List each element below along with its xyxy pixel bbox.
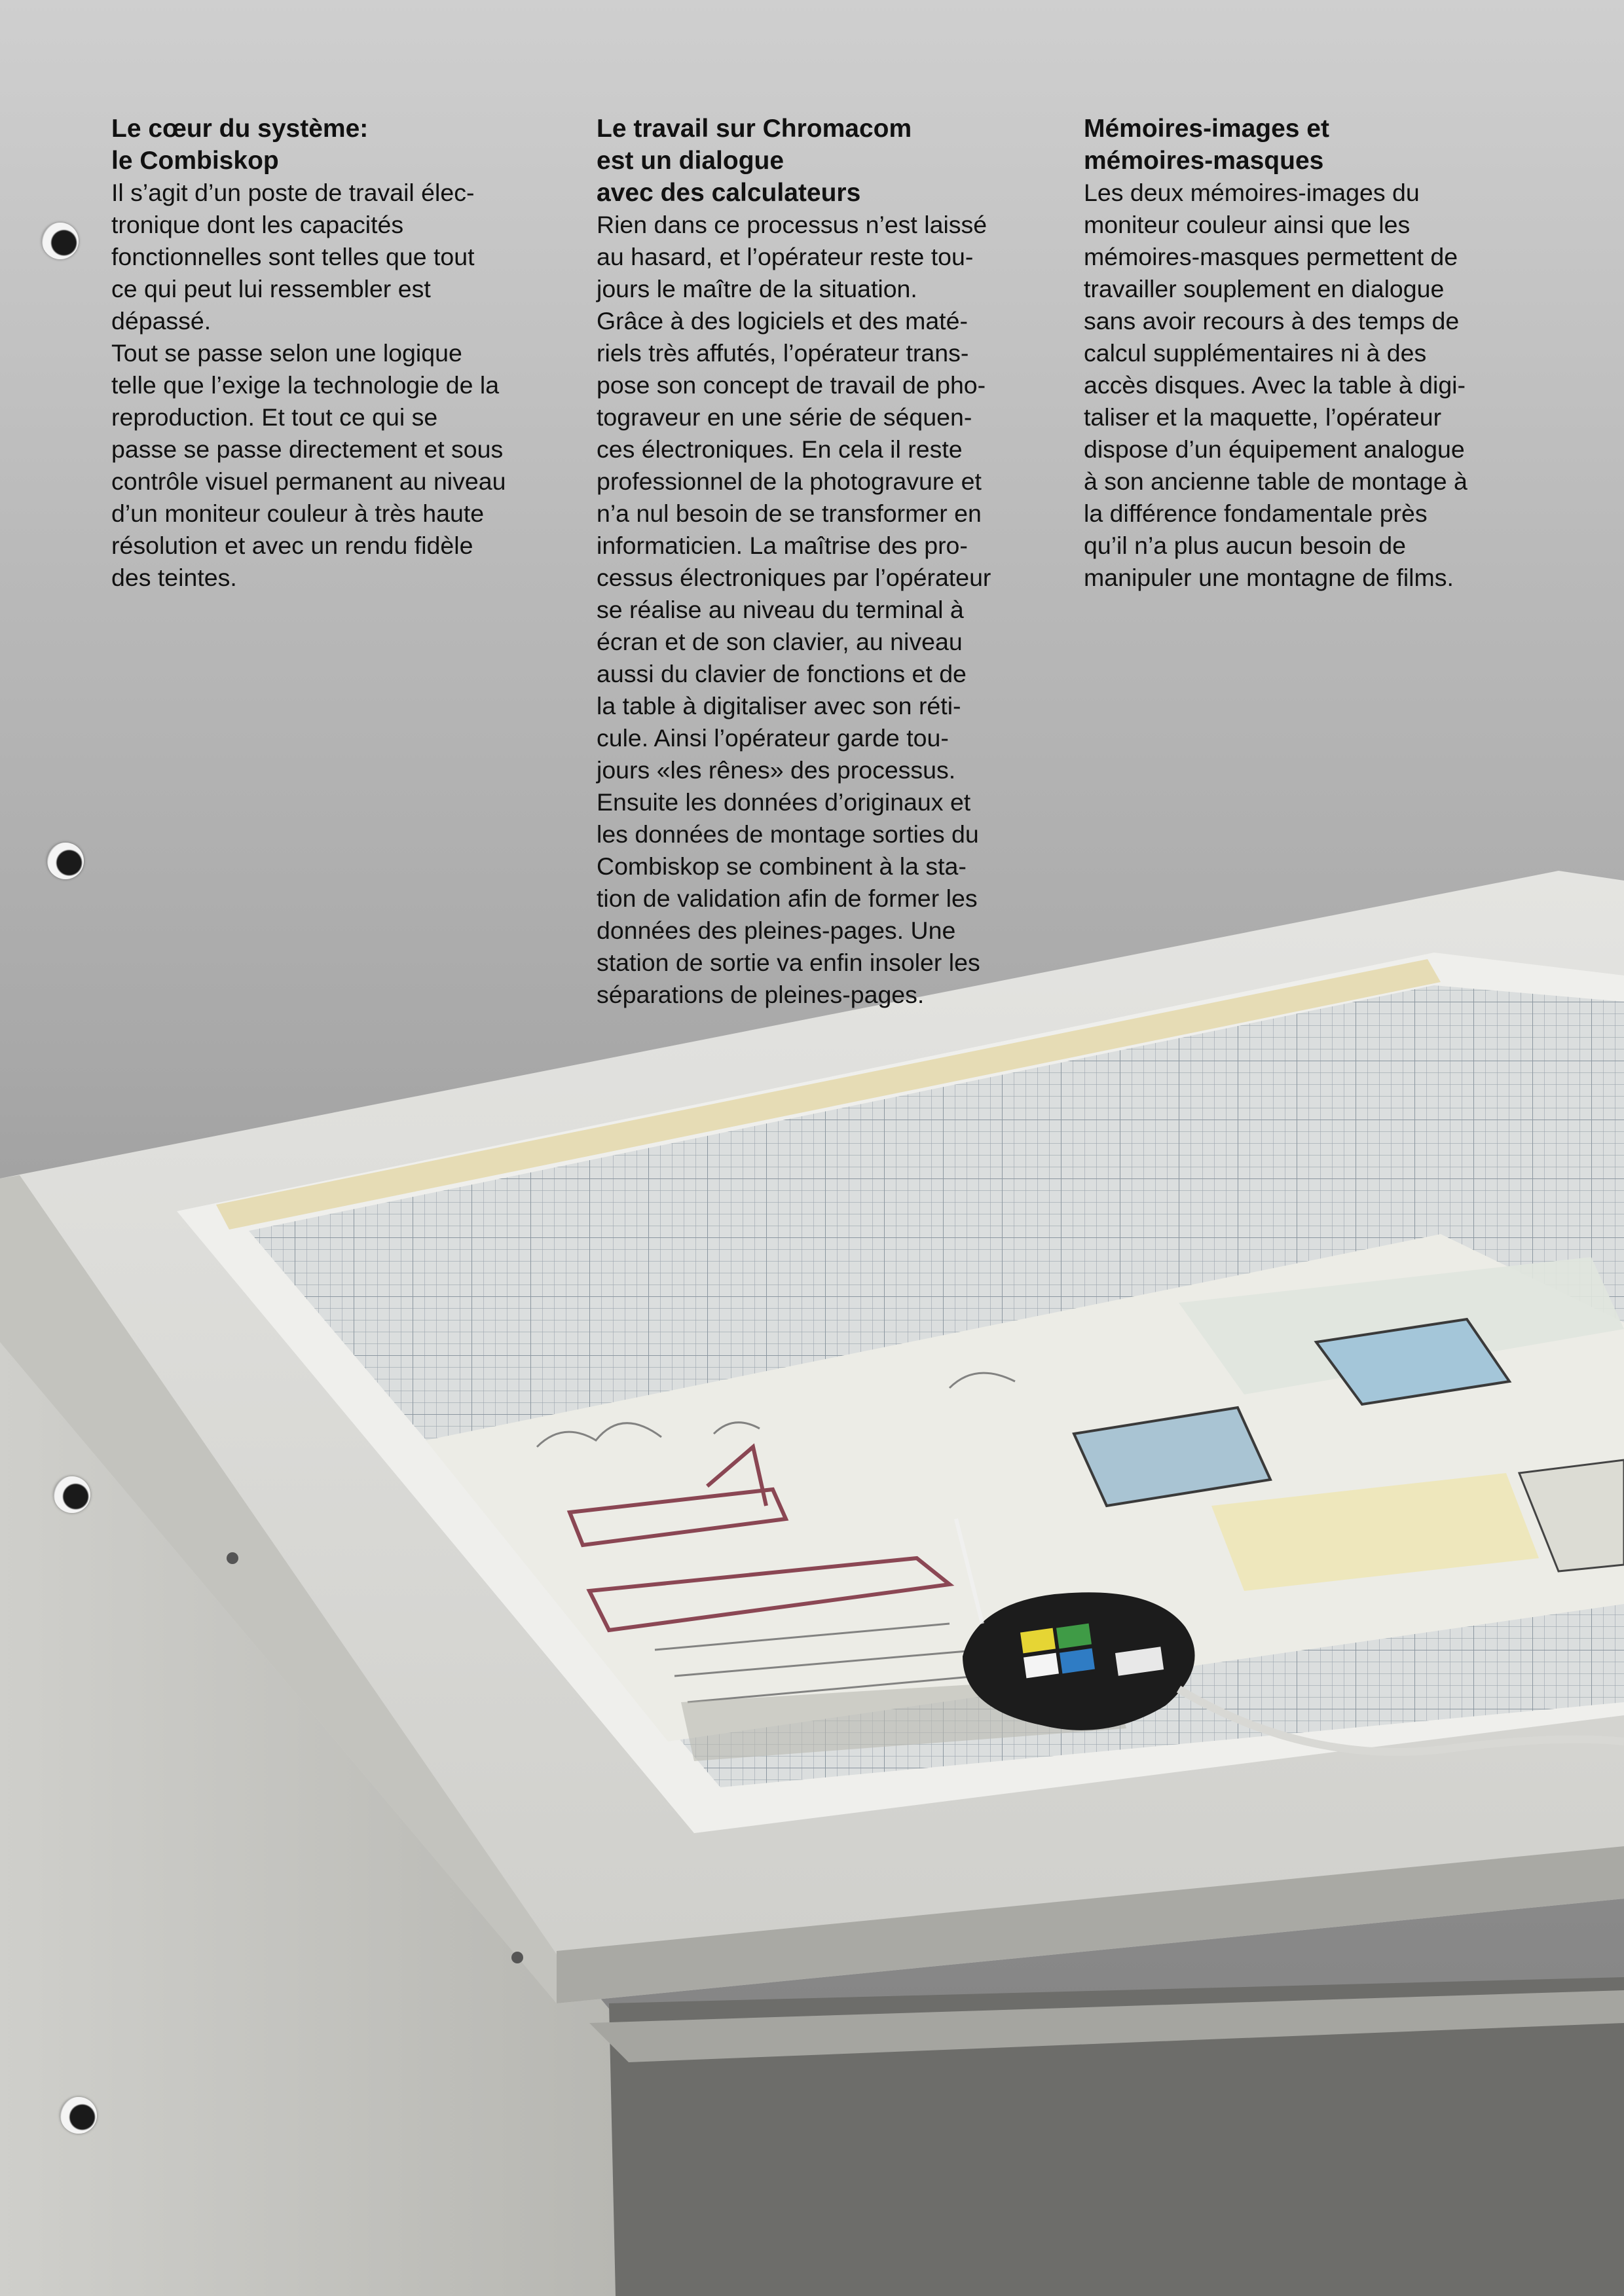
column-combiskop <box>111 113 583 594</box>
heading-memoires: Mémoires-images et mémoires-masques <box>1084 115 1329 175</box>
heading-chromacom: Le travail sur Chromacom est un dialogue avec des calculateurs <box>597 115 912 207</box>
body-memoires: Les deux mémoires-images du moniteur couleur ainsi que les mémoires-masques permettent de travailler souplement en dialogue sans avoir recours à des temps de calcul supplémentaires ni à des accès disques. Avec la table à digi- taliser et la maquette, l’opérateur dispose d’un équipement analogue à son ancienne table de montage à la différence fondamentale près qu’il n’a plus aucun besoin de manipuler une montagne de films. <box>1084 179 1467 591</box>
punch-hole-icon <box>47 843 84 879</box>
column-chromacom <box>597 113 1068 1011</box>
punch-hole-icon <box>60 2097 97 2134</box>
body-chromacom: Rien dans ce processus n’est laissé au hasard, et l’opérateur reste tou- jours le maître de la situation. Grâce à des logiciels et des maté- riels très affutés, l’opérateur trans- pose son concept de travail de pho- tograveur en une série de séquen- ces électroniques. En cela il reste professionnel de la photogravure et n’a nul besoin de se transformer en informaticien. La maîtrise des pro- cessus électroniques par l’opérateur se réalise au niveau du terminal à écran et de son clavier, au niveau aussi du clavier de fonctions et de la table à digitaliser avec son réti- cule. Ainsi l’opérateur garde tou- jours «les rênes» des processus. Ensuite les données d’originaux et les données de montage sorties du Combiskop se combinent à la sta- tion de validation afin de former les données des pleines-pages. Une station de sortie va enfin insoler les séparations de pleines-pages. <box>597 211 991 1008</box>
punch-hole-icon <box>54 1476 90 1513</box>
column-memoires <box>1084 113 1555 594</box>
heading-combiskop: Le cœur du système: le Combiskop <box>111 115 369 175</box>
punch-hole-icon <box>42 223 79 259</box>
body-combiskop: Il s’agit d’un poste de travail élec- tronique dont les capacités fonctionnelles sont telles que tout ce qui peut lui ressembler est dépassé. Tout se passe selon une logique telle que l’exige la technologie de la reproduction. Et tout ce qui se passe se passe directement et sous contrôle visuel permanent au niveau d’un moniteur couleur à très haute résolution et avec un rendu fidèle des teintes. <box>111 179 506 591</box>
